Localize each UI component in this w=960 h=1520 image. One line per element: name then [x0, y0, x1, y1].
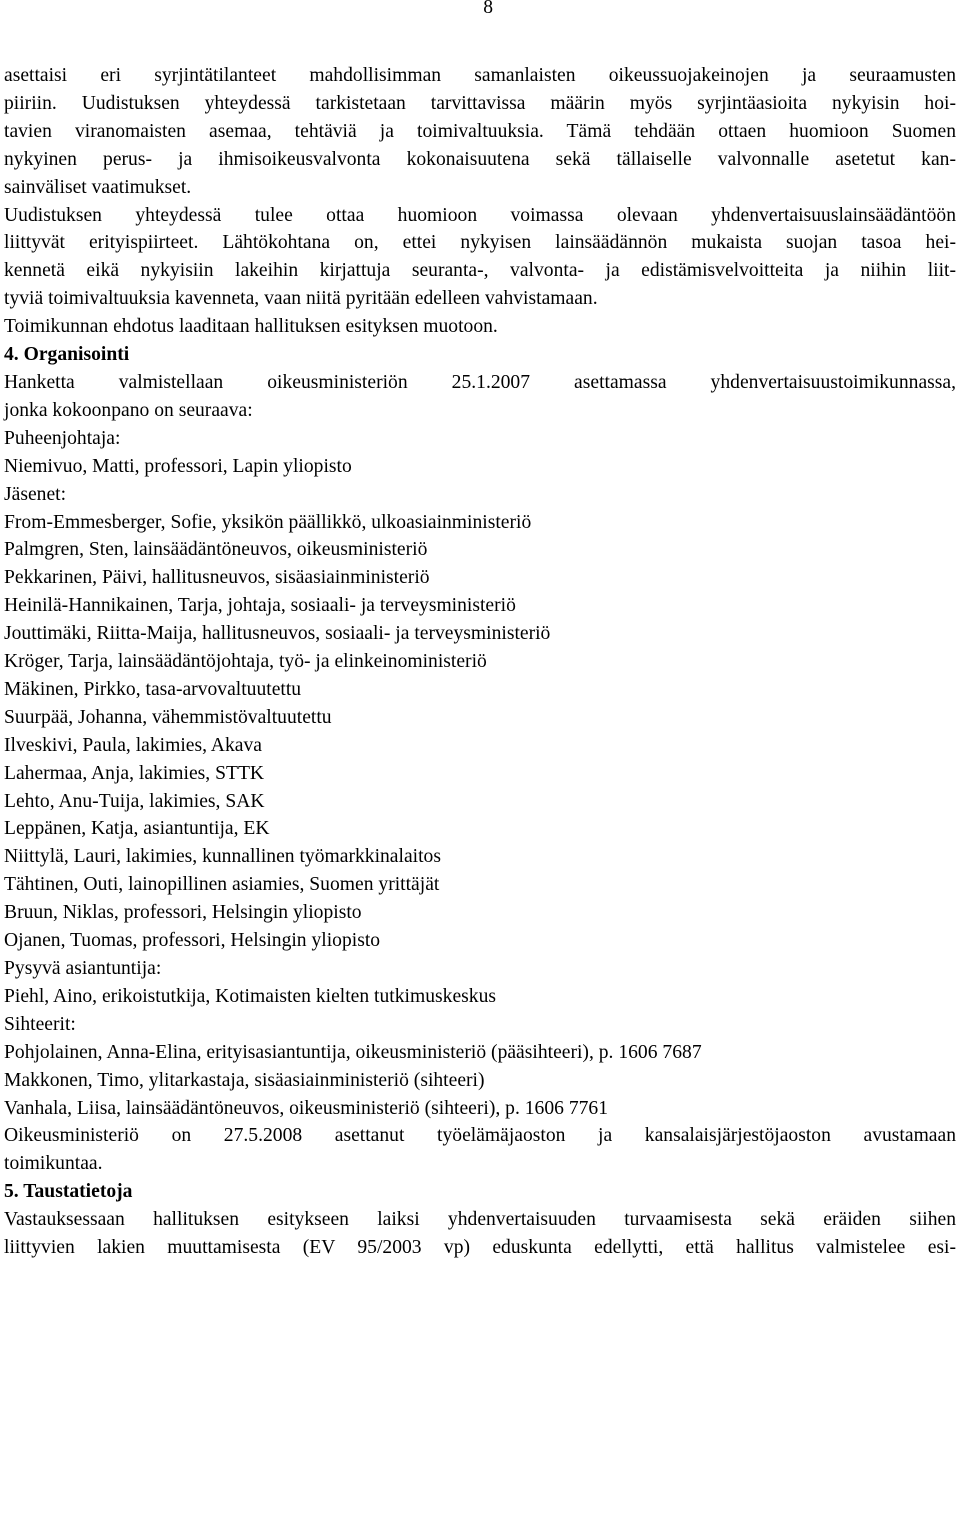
section-taustatietoja	[4, 1178, 956, 1262]
secretary-item: Pohjolainen, Anna-Elina, erityisasiantuntija, oikeusministeriö (pääsihteeri), p. 1606 7687	[4, 1041, 702, 1063]
member-item: Kröger, Tarja, lainsäädäntöjohtaja, työ- ja elinkeinoministeriö	[4, 651, 487, 673]
chair-label: Puheenjohtaja:	[4, 427, 121, 449]
section-heading: 4. Organisointi	[4, 344, 130, 366]
member-item: Pekkarinen, Päivi, hallitusneuvos, sisäasiainministeriö	[4, 567, 430, 589]
text-line: piiriin. Uudistuksen yhteydessä tarkistetaan tarvittavissa määrin myös syrjintäasioita nykyisin hoi-	[4, 92, 956, 114]
section-heading: 5. Taustatietoja	[4, 1181, 133, 1203]
text-line: tavien viranomaisten asemaa, tehtäviä ja toimivaltuuksia. Tämä tehdään ottaen huomioon Suomen	[4, 120, 956, 142]
chair-block	[4, 425, 956, 481]
member-item: Palmgren, Sten, lainsäädäntöneuvos, oikeusministeriö	[4, 539, 428, 561]
chair-name: Niemivuo, Matti, professori, Lapin yliopisto	[4, 455, 352, 477]
members-block	[4, 481, 956, 955]
text-line: liittyvät erityispiirteet. Lähtökohtana on, ettei nykyisen lainsäädännön mukaista suojan tasoa hei-	[4, 232, 956, 254]
text-line: Uudistuksen yhteydessä tulee ottaa huomioon voimassa olevaan yhdenvertaisuuslainsäädäntöön	[4, 204, 956, 226]
text-line: Vastauksessaan hallituksen esitykseen laiksi yhdenvertaisuuden turvaamisesta sekä eräiden siihen	[4, 1209, 956, 1231]
member-item: Ilveskivi, Paula, lakimies, Akava	[4, 734, 262, 756]
member-item: Leppänen, Katja, asiantuntija, EK	[4, 818, 270, 840]
document-body	[4, 62, 956, 1262]
secretaries-label: Sihteerit:	[4, 1013, 76, 1035]
members-label: Jäsenet:	[4, 483, 67, 505]
text-line: liittyvien lakien muuttamisesta (EV 95/2003 vp) eduskunta edellytti, että hallitus valmistelee esi-	[4, 1237, 956, 1259]
secretary-item: Vanhala, Liisa, lainsäädäntöneuvos, oikeusministeriö (sihteeri), p. 1606 7761	[4, 1097, 609, 1119]
page-number: 8	[483, 0, 493, 18]
text-line: Hanketta valmistellaan oikeusministeriön 25.1.2007 asettamassa yhdenvertaisuustoimikunnassa,	[4, 371, 956, 393]
member-item: Mäkinen, Pirkko, tasa-arvovaltuutettu	[4, 678, 302, 700]
secretaries-block	[4, 1011, 956, 1123]
expert-name: Piehl, Aino, erikoistutkija, Kotimaisten kielten tutkimuskeskus	[4, 985, 496, 1007]
expert-block	[4, 955, 956, 1011]
text-line: Oikeusministeriö on 27.5.2008 asettanut työelämäjaoston ja kansalaisjärjestöjaoston avustamaan	[4, 1125, 956, 1147]
member-item: Lahermaa, Anja, lakimies, STTK	[4, 762, 265, 784]
member-item: Niittylä, Lauri, lakimies, kunnallinen työmarkkinalaitos	[4, 846, 441, 868]
text-line: jonka kokoonpano on seuraava:	[4, 399, 253, 421]
member-item: From-Emmesberger, Sofie, yksikön päällikkö, ulkoasiainministeriö	[4, 511, 532, 533]
member-item: Tähtinen, Outi, lainopillinen asiamies, Suomen yrittäjät	[4, 874, 440, 896]
member-item: Ojanen, Tuomas, professori, Helsingin yliopisto	[4, 930, 381, 952]
text-line: kennetä eikä nykyisiin lakeihin kirjattuja seuranta-, valvonta- ja edistämisvelvoitteita ja niihin liit-	[4, 260, 956, 282]
paragraph-legislation	[4, 202, 956, 314]
member-item: Suurpää, Johanna, vähemmistövaltuutettu	[4, 706, 332, 728]
text-line: sainväliset vaatimukset.	[4, 176, 192, 198]
text-line: Toimikunnan ehdotus laaditaan hallituksen esityksen muotoon.	[4, 316, 498, 338]
text-line: tyviä toimivaltuuksia kavenneta, vaan niitä pyritään edelleen vahvistamaan.	[4, 288, 598, 310]
member-item: Bruun, Niklas, professori, Helsingin yliopisto	[4, 902, 362, 924]
paragraph-subcommittees	[4, 1122, 956, 1178]
section-organisointi	[4, 341, 956, 425]
expert-label: Pysyvä asiantuntija:	[4, 958, 162, 979]
text-line: asettaisi eri syrjintätilanteet mahdollisimman samanlaisten oikeussuojakeinojen ja seuraamusten	[4, 65, 956, 86]
intro-paragraph	[4, 62, 956, 202]
member-item: Heinilä-Hannikainen, Tarja, johtaja, sosiaali- ja terveysministeriö	[4, 595, 516, 617]
paragraph-proposal	[4, 313, 956, 341]
member-item: Lehto, Anu-Tuija, lakimies, SAK	[4, 790, 265, 812]
text-line: nykyinen perus- ja ihmisoikeusvalvonta kokonaisuutena sekä tällaiselle valvonnalle asetetut kan-	[4, 148, 956, 170]
member-item: Jouttimäki, Riitta-Maija, hallitusneuvos, sosiaali- ja terveysministeriö	[4, 623, 551, 645]
text-line: toimikuntaa.	[4, 1153, 103, 1175]
secretary-item: Makkonen, Timo, ylitarkastaja, sisäasiainministeriö (sihteeri)	[4, 1069, 485, 1091]
